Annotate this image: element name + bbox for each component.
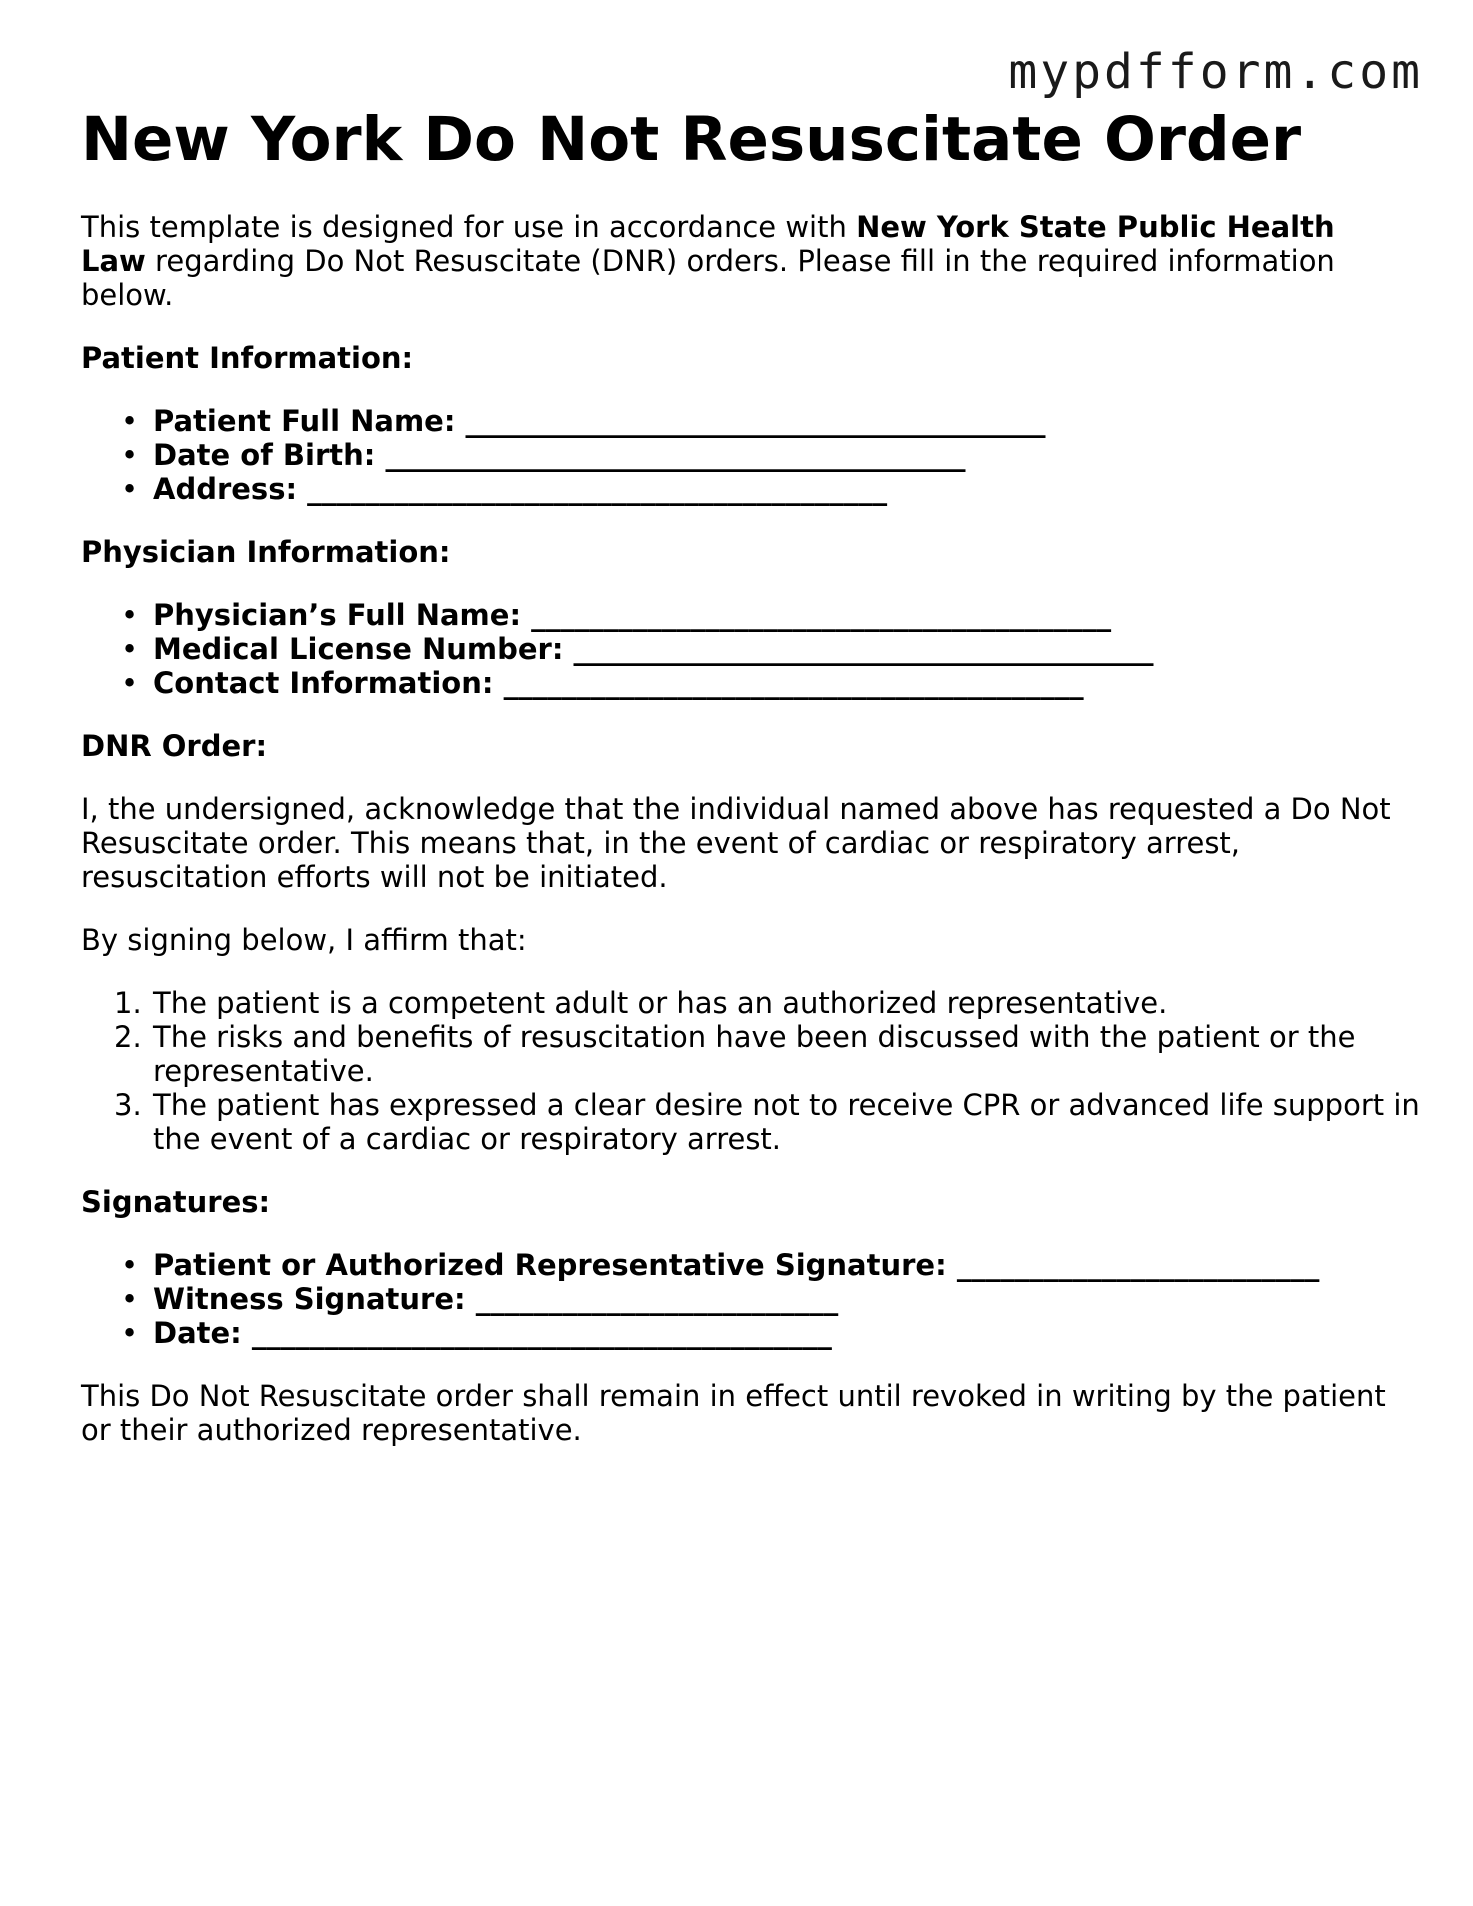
field-label: Address: [153, 472, 298, 506]
field-label: Witness Signature: [153, 1282, 466, 1316]
field-blank-line[interactable]: ________________________________________ [573, 632, 1154, 666]
affirmation-text: The patient has expressed a clear desire not to receive CPR or advanced life support in the event of a cardiac or respiratory arrest. [153, 1088, 1420, 1156]
contact-information-field[interactable] [153, 666, 1401, 700]
affirmation-item [114, 1020, 1463, 1088]
patient-full-name-field[interactable] [153, 404, 1401, 438]
dnr-order-heading: DNR Order: [81, 729, 268, 763]
field-blank-line[interactable]: ________________________________________ [531, 598, 1112, 632]
affirmation-text: The risks and benefits of resuscitation have been discussed with the patient or the representative. [153, 1020, 1356, 1088]
affirmation-number: 3. [114, 1088, 142, 1122]
field-label: Date of Birth: [153, 438, 376, 472]
affirm-intro-text: By signing below, I affirm that: [81, 923, 527, 957]
address-field[interactable] [153, 472, 1401, 506]
dnr-acknowledgement-paragraph: I, the undersigned, acknowledge that the individual named above has requested a Do Not Resuscitate order. This means that, in the event of cardiac or respiratory arrest, resuscitation efforts will not be initiated. [81, 792, 1391, 894]
closing-paragraph: This Do Not Resuscitate order shall remain in effect until revoked in writing by the patient or their authorized representative. [81, 1379, 1386, 1447]
field-label: Medical License Number: [153, 632, 564, 666]
witness-signature-field[interactable] [153, 1282, 1401, 1316]
field-blank-line[interactable]: ________________________________________ [465, 404, 1046, 438]
field-blank-line[interactable]: ________________________________________ [503, 666, 1084, 700]
field-label: Patient or Authorized Representative Signature: [153, 1248, 947, 1282]
watermark-text: mypdfform.com [1008, 44, 1423, 100]
signature-date-field[interactable] [153, 1316, 1401, 1350]
intro-text-after: regarding Do Not Resuscitate (DNR) orders. Please fill in the required information below. [81, 244, 1335, 312]
affirmation-item [114, 1088, 1463, 1156]
signature-fields-list [81, 1248, 1401, 1350]
field-blank-line[interactable]: _________________________ [475, 1282, 839, 1316]
affirmation-number: 2. [114, 1020, 142, 1054]
field-blank-line[interactable]: _________________________ [956, 1248, 1320, 1282]
intro-paragraph [81, 210, 1361, 312]
physician-full-name-field[interactable] [153, 598, 1401, 632]
patient-information-heading: Patient Information: [81, 341, 414, 375]
intro-text-before: This template is designed for use in accordance with [81, 210, 857, 244]
field-label: Date: [153, 1316, 242, 1350]
patient-fields-list [81, 404, 1401, 506]
field-label: Contact Information: [153, 666, 494, 700]
affirmation-text: The patient is a competent adult or has an authorized representative. [153, 986, 1168, 1020]
physician-information-heading: Physician Information: [81, 535, 451, 569]
field-blank-line[interactable]: ________________________________________ [307, 472, 888, 506]
field-blank-line[interactable]: ________________________________________ [251, 1316, 832, 1350]
signatures-heading: Signatures: [81, 1185, 271, 1219]
physician-fields-list [81, 598, 1401, 700]
field-label: Patient Full Name: [153, 404, 456, 438]
field-label: Physician’s Full Name: [153, 598, 522, 632]
intro-law-reference: New York State Public Health Law [81, 210, 1335, 278]
field-blank-line[interactable]: ________________________________________ [385, 438, 966, 472]
document-page [81, 104, 1420, 1447]
date-of-birth-field[interactable] [153, 438, 1401, 472]
medical-license-number-field[interactable] [153, 632, 1401, 666]
affirmation-item [114, 986, 1463, 1020]
affirmation-number: 1. [114, 986, 142, 1020]
page-title: New York Do Not Resuscitate Order [81, 104, 1302, 175]
patient-signature-field[interactable] [153, 1248, 1401, 1282]
affirmations-list [81, 986, 1420, 1156]
